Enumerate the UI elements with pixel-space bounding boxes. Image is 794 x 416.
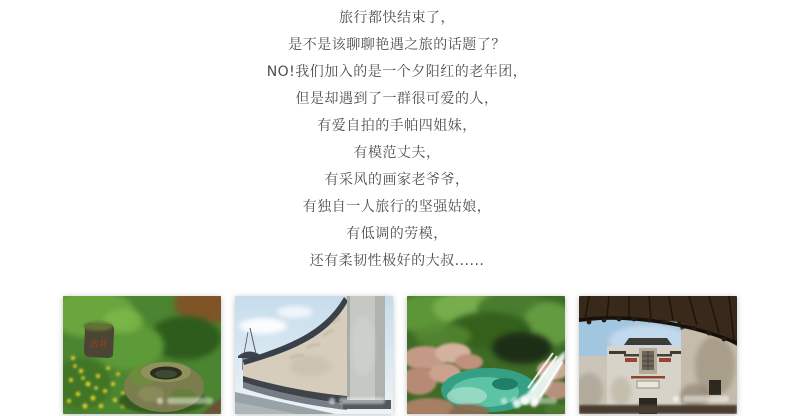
emerald-pool-waterfall-image	[407, 296, 565, 414]
photo-garden-ancient-well[interactable]	[63, 296, 221, 414]
stone-inscription: 古井	[89, 340, 109, 350]
garden-ancient-well-image	[63, 296, 221, 414]
article-line-2: 是不是该聊聊艳遇之旅的话题了？	[288, 37, 506, 53]
article-line-6: 有模范丈夫，	[353, 145, 441, 161]
article-line-3: NO!我们加入的是一个夕阳红的老年团，	[266, 64, 528, 80]
gate-tower	[607, 338, 687, 414]
article-line-1: 旅行都快结束了，	[339, 10, 455, 26]
emerald-pool	[441, 368, 537, 412]
photo-ancient-gate-courtyard[interactable]	[579, 296, 737, 414]
photo-emerald-pool-waterfall[interactable]	[407, 296, 565, 414]
article-line-7: 有采风的画家老爷爷，	[324, 172, 470, 188]
stone-pillar	[343, 296, 391, 409]
article-line-5: 有爱自拍的手帕四姐妹，	[317, 118, 477, 134]
photo-carved-relief-wall[interactable]	[235, 296, 393, 414]
carved-relief-wall-image	[235, 296, 393, 414]
article-line-10: 还有柔韧性极好的大叔......	[309, 253, 485, 269]
article-line-4: 但是却遇到了一群很可爱的人，	[295, 91, 499, 107]
ancient-gate-courtyard-image	[579, 296, 737, 414]
article-line-8: 有独自一人旅行的坚强姑娘，	[302, 199, 492, 215]
article-line-9: 有低调的劳模，	[346, 226, 448, 242]
inscribed-stone	[83, 321, 114, 358]
photo-gallery	[0, 296, 794, 414]
